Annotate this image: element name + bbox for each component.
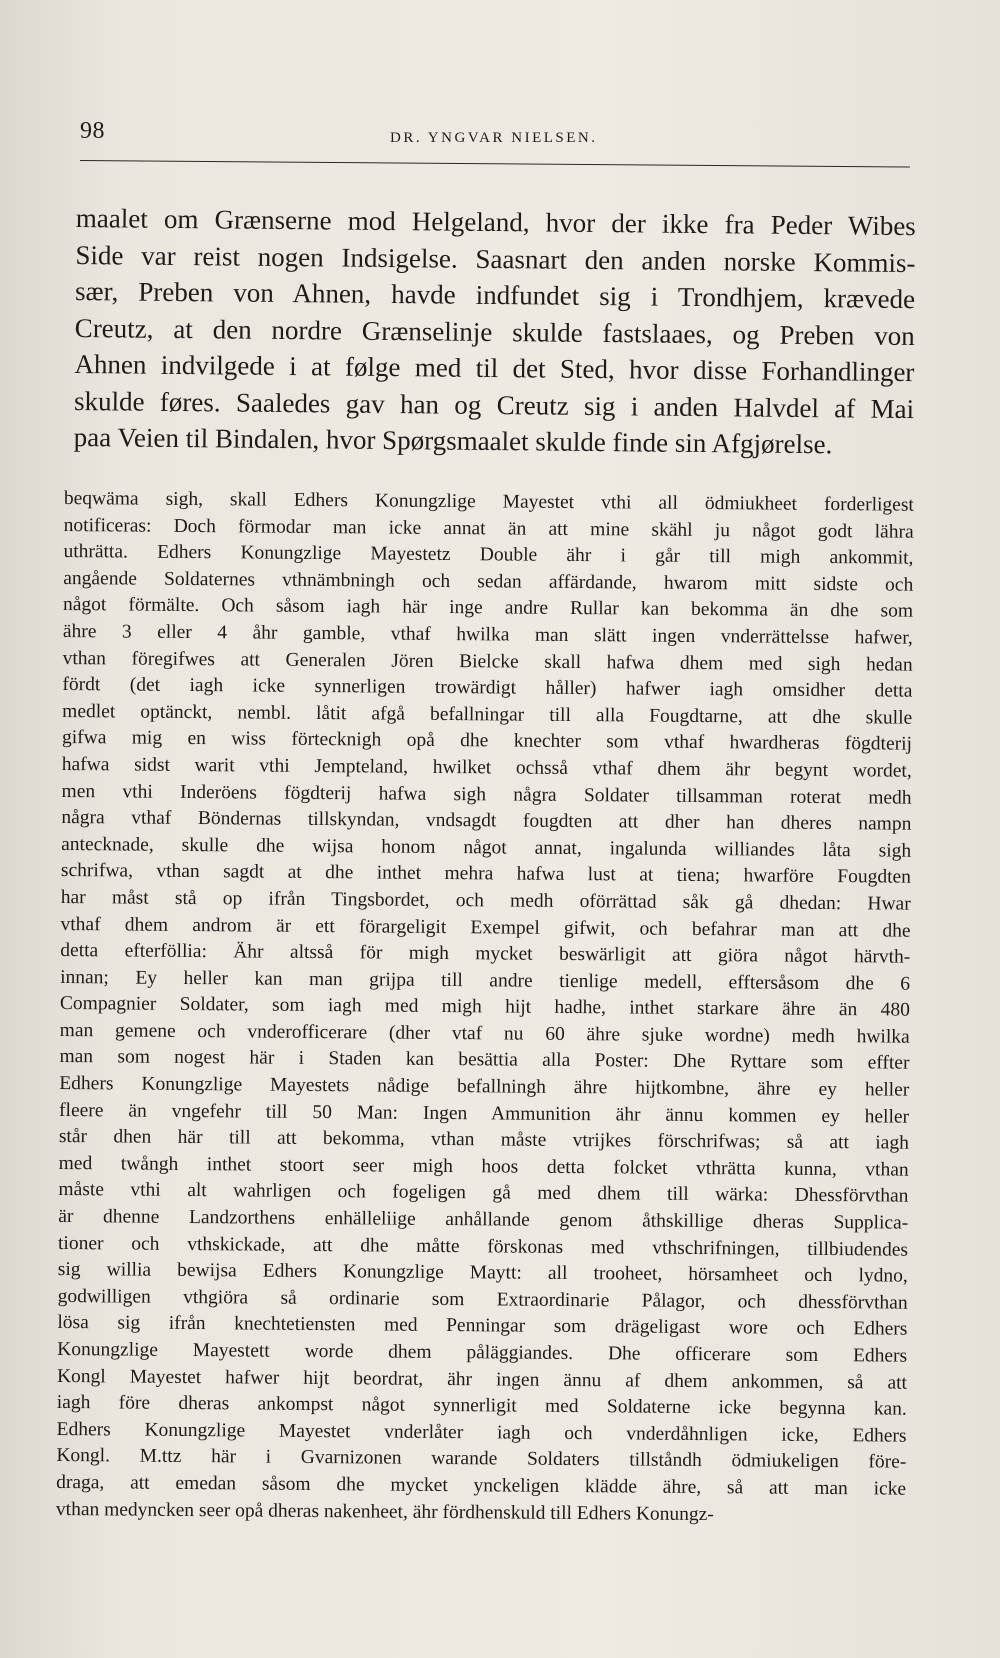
- quote-line: tioner och vthskickade, att dhe måtte förskonas med vthschrifningen, tillbiudendes: [57, 1232, 909, 1261]
- quote-line: vthaf dhem androm är ett förargeligit Exempel gifwit, och befahrar man att dhe: [60, 913, 911, 942]
- header-rule: [80, 160, 910, 168]
- quote-line: hafwa sidst warit vthi Jempteland, hwilket ochsså vthaf dhem ähr begynt wordet,: [61, 753, 912, 782]
- quote-line: schrifwa, vthan sagdt at dhe inthet mehra hafwa lust at tiena; hwarföre Fougdten: [60, 860, 912, 888]
- quote-line: något förmälte. Och såsom iagh här inge andre Rullar kan bekomma än dhe som: [62, 594, 914, 623]
- running-head: DR. YNGVAR NIELSEN.: [390, 130, 598, 146]
- quote-line: fleere än vngefehr till 50 Man: Ingen Ammunition ähr ännu kommen ey heller: [59, 1099, 910, 1128]
- quote-line: uthrätta. Edhers Konungzlige Mayestetz Double ähr i går till migh ankommit,: [63, 541, 914, 569]
- text-line: Ahnen indvilgede i at følge med til det Sted, hvor disse Forhandlinger: [74, 348, 915, 388]
- quote-line: vthan föregifwes att Generalen Jören Bielcke skall hafwa dhem med sigh hedan: [62, 647, 913, 676]
- quote-line: måste vthi alt wahrligen och fogeligen gå med dhem till wärka: Dhessförvthan: [58, 1179, 909, 1208]
- quote-line: medlet optänckt, nembl. låtit afgå befallningar till alla Fougdtarne, att dhe skulle: [62, 700, 913, 729]
- page-number: 98: [80, 118, 105, 144]
- quote-line: gifwa mig en wiss förtecknigh opå dhe knechter som vthaf hwardheras fögdterij: [61, 727, 913, 756]
- quote-line: draga, att emedan såsom dhe mycket ynckeligen klädde ähre, så att man icke: [56, 1471, 907, 1500]
- quote-line: godwilligen vthgiöra så ordinarie som Extraordinarie Pålagor, och dhessförvthan: [57, 1285, 908, 1314]
- quote-line: Compagnier Soldater, som iagh med migh hijt hadhe, inthet starkare ähre än 480: [59, 993, 910, 1021]
- quote-line: med twångh inthet stoort seer migh hoos detta folcket vthrätta kunna, vthan: [58, 1152, 909, 1181]
- quote-line: Edhers Konungzlige Mayestets nådige befallningh ähre hijtkombne, ähre ey heller: [59, 1073, 910, 1101]
- quote-line: Kongl Mayestet hafwer hijt beordrat, ähr ingen ännu af dhem ankommen, så att: [56, 1365, 908, 1394]
- text-line: Side var reist nogen Indsigelse. Saasnart den anden norske Kommis-: [75, 239, 916, 278]
- quote-line: notificeras: Doch förmodar man icke annat än att mine skähl ju något godt lähra: [63, 514, 914, 543]
- quote-line: innan; Ey heller kan man grijpa till andre tienlige medell, efftersåsom dhe 6: [60, 966, 911, 995]
- quote-line: några vthaf Böndernas tillskyndan, vndsagdt fougdten att dher han dheres nampn: [61, 807, 912, 835]
- quote-line: antecknade, skulle dhe wijsa honom något annat, ingalunda williandes låta sigh: [61, 833, 912, 862]
- text-line: maalet om Grænserne mod Helgeland, hvor der ikke fra Peder Wibes: [75, 202, 916, 242]
- quote-line: står dhen här till att bekomma, vthan måste vtrijkes förschrifwas; så att iagh: [58, 1126, 909, 1154]
- quote-line: vthan medyncken seer opå dheras nakenheet, ähr fördhenskuld till Edhers Konungz-: [55, 1498, 714, 1525]
- text-line: skulde føres. Saaledes gav han og Creutz sig i anden Halvdel af Mai: [73, 385, 915, 424]
- quote-line: angående Soldaternes vthnämbningh och sedan affärdande, hwarom mitt sidste och: [63, 567, 914, 596]
- quote-line: ähre 3 eller 4 åhr gamble, vthaf hwilka man slätt ingen vnderrättelsse hafwer,: [62, 620, 913, 649]
- quote-line: man som nogest här i Staden kan besättia alla Poster: Dhe Ryttare som effter: [59, 1046, 910, 1075]
- quote-line: beqwäma sigh, skall Edhers Konungzlige Mayestet vthi all ödmiukheet forderligest: [63, 487, 914, 516]
- main-paragraph: [74, 200, 916, 464]
- quoted-letter: [56, 486, 914, 1530]
- quote-line: är dhenne Landzorthens enhälleliige anhållande genom åthskillige dheras Supplica-: [58, 1206, 909, 1234]
- quote-line: lösa sig ifrån knechtetiensten med Penningar som drägeligast wore och Edhers: [57, 1312, 908, 1341]
- quote-line: Edhers Konungzlige Mayestet vnderlåter iagh och vnderdåhnligen icke, Edhers: [56, 1418, 907, 1447]
- quote-line: har måst stå op ifrån Tingsbordet, och medh oförrättad såk gå dhedan: Hwar: [60, 886, 911, 915]
- quote-line: man gemene och vnderofficerare (dher vtaf nu 60 ähre sjuke wordne) medh hwilka: [59, 1019, 910, 1048]
- page-header: [80, 118, 910, 154]
- quote-line: detta efterföllia: Ähr altsså för migh mycket beswärligit att giöra något härvth-: [60, 940, 911, 968]
- quote-line: Konungzlige Mayestett worde dhem påläggiandes. Dhe officerare som Edhers: [57, 1338, 908, 1367]
- quote-line: Kongl. M.ttz här i Gvarnizonen warande Soldaters tillståndh ödmiukeligen före-: [56, 1445, 907, 1474]
- text-line: sær, Preben von Ahnen, havde indfundet sig i Trondhjem, krævede: [74, 275, 916, 315]
- text-line: paa Veien til Bindalen, hvor Spørgsmaalet skulde finde sin Afgjørelse.: [73, 421, 833, 460]
- quote-line: sig willia bewijsa Edhers Konungzlige Maytt: all trooheet, hörsamheet och lydno,: [57, 1259, 908, 1287]
- quote-line: men vthi Inderöens fögdterij hafwa sigh några Soldater tillsamman roterat medh: [61, 780, 912, 809]
- quote-line: fördt (det iagh icke synnerligen trowärdigt håller) hafwer iagh omsidher detta: [62, 674, 913, 702]
- quote-line: iagh före dheras ankompst något synnerligit med Soldaterne icke begynna kan.: [56, 1392, 907, 1420]
- text-line: Creutz, at den nordre Grænselinje skulde fastslaaes, og Preben von: [74, 312, 915, 351]
